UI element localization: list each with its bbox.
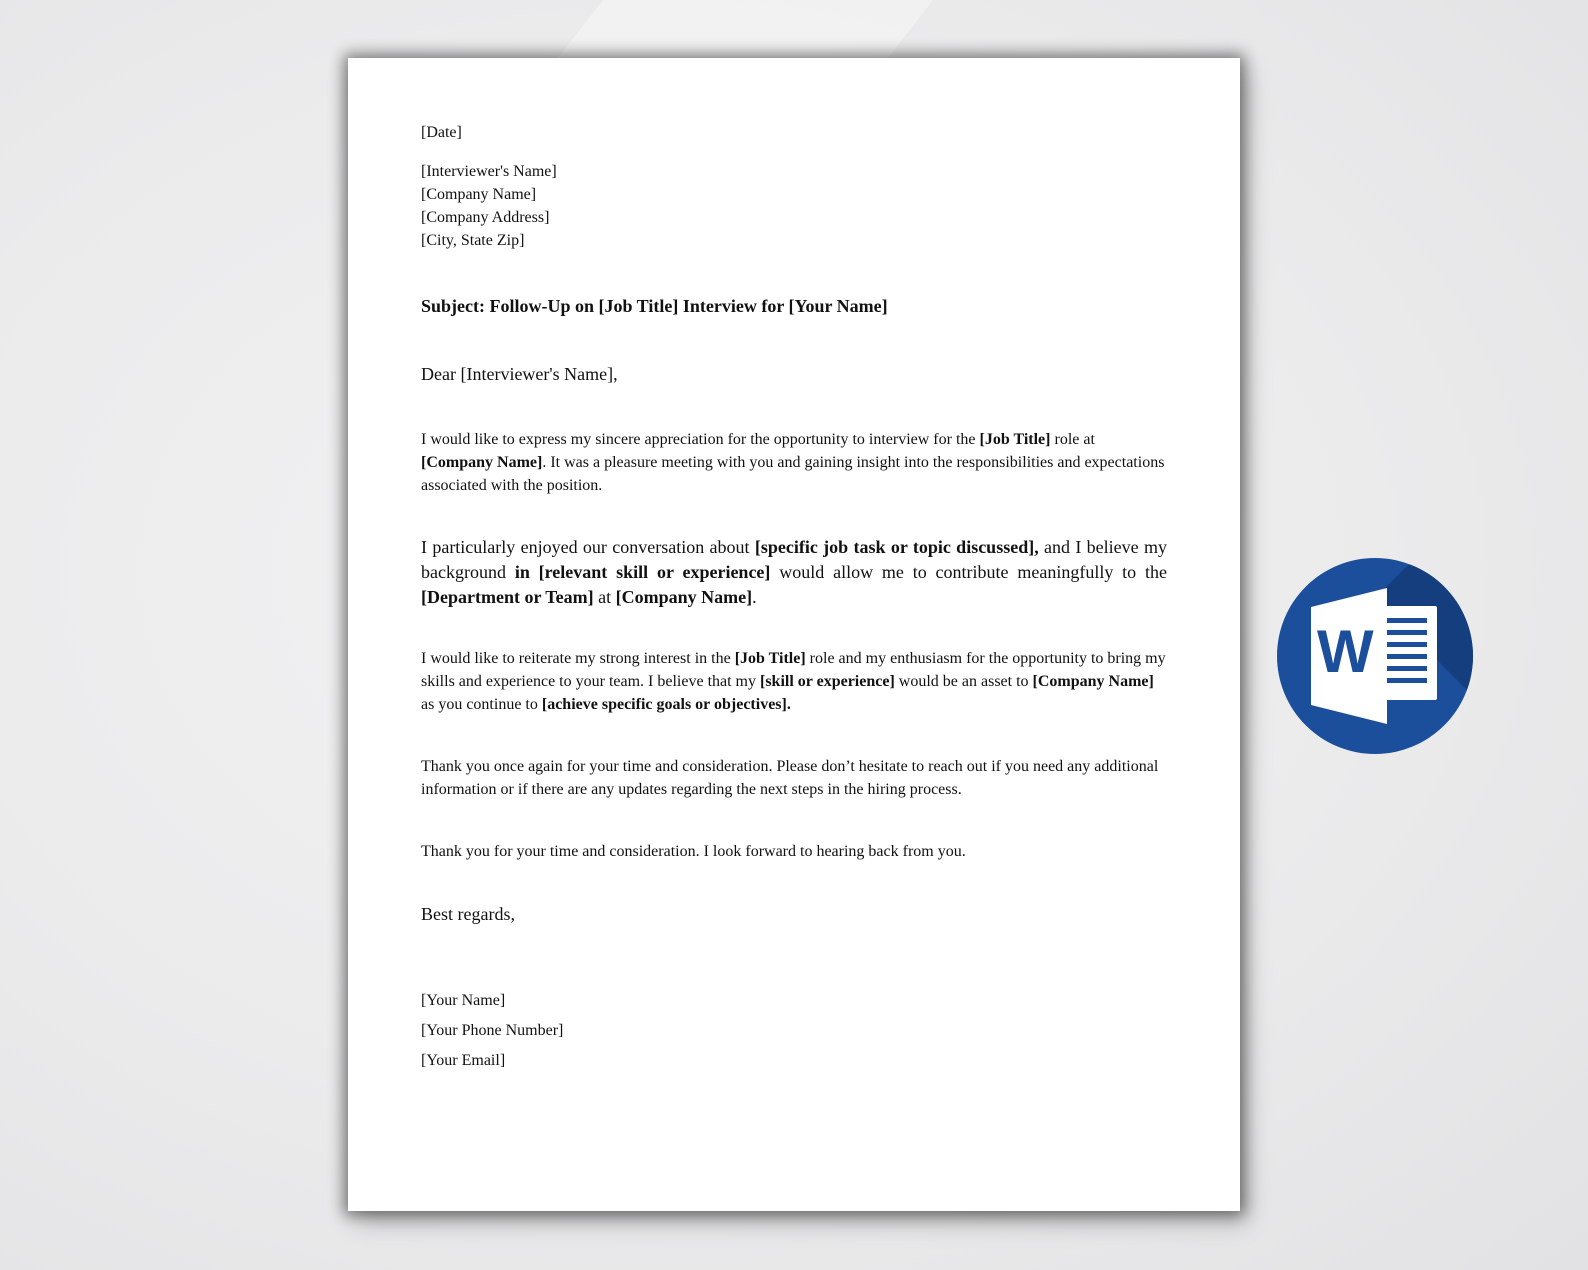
signature-phone: [Your Phone Number] bbox=[421, 1022, 564, 1039]
salutation: Dear [Interviewer's Name], bbox=[421, 364, 618, 384]
p1-text-e: . It was a pleasure meeting with you and gaining insight into the responsibilities and expectations associated with the position. bbox=[421, 454, 1165, 494]
word-icon-line bbox=[1381, 654, 1427, 659]
signature-name: [Your Name] bbox=[421, 992, 506, 1009]
p3-company-name: [Company Name] bbox=[1032, 673, 1154, 690]
paragraph-2 bbox=[421, 535, 1167, 610]
recipient-company: [Company Name] bbox=[421, 186, 537, 203]
p2-text-i: . bbox=[752, 587, 757, 607]
word-icon-letter: W bbox=[1317, 618, 1374, 685]
p2-text-a: I particularly enjoyed our conversation about bbox=[421, 537, 755, 557]
paragraph-4: Thank you once again for your time and consideration. Please don’t hesitate to reach out if you need any additional information or if there are any updates regarding the next steps in the hiring process. bbox=[421, 758, 1159, 798]
signature-email: [Your Email] bbox=[421, 1052, 506, 1069]
p2-text-c: and I believe my background bbox=[421, 537, 1167, 582]
word-icon-line bbox=[1381, 666, 1427, 671]
paragraph-5: Thank you for your time and consideration. I look forward to hearing back from you. bbox=[421, 843, 966, 860]
p2-department: [Department or Team] bbox=[421, 587, 594, 607]
p3-goals: [achieve specific goals or objectives]. bbox=[541, 696, 791, 713]
p3-job-title: [Job Title] bbox=[734, 650, 806, 667]
word-icon-line bbox=[1381, 678, 1427, 683]
word-icon-line bbox=[1381, 642, 1427, 647]
p2-company-name: [Company Name] bbox=[615, 587, 753, 607]
recipient-city: [City, State Zip] bbox=[421, 232, 525, 249]
p1-text-a: I would like to express my sincere appreciation for the opportunity to interview for the bbox=[421, 431, 980, 448]
p2-text-e: would allow me to contribute meaningfully to the bbox=[770, 562, 1167, 582]
p2-skill: in [relevant skill or experience] bbox=[514, 562, 771, 582]
word-icon-line bbox=[1381, 630, 1427, 635]
p3-text-a: I would like to reiterate my strong interest in the bbox=[421, 650, 735, 667]
p3-text-g: as you continue to bbox=[421, 696, 542, 713]
date-line: [Date] bbox=[421, 124, 462, 141]
p3-text-e: would be an asset to bbox=[894, 673, 1033, 690]
recipient-name: [Interviewer's Name] bbox=[421, 163, 557, 180]
p2-topic: [specific job task or topic discussed], bbox=[754, 537, 1039, 557]
word-icon bbox=[1277, 558, 1473, 754]
subject-line: Subject: Follow-Up on [Job Title] Interview for [Your Name] bbox=[421, 296, 888, 316]
p2-text-g: at bbox=[593, 587, 616, 607]
p1-text-c: role at bbox=[1050, 431, 1095, 448]
letter-page bbox=[348, 58, 1240, 1211]
closing: Best regards, bbox=[421, 904, 515, 924]
p3-skill: [skill or experience] bbox=[760, 673, 895, 690]
paragraph-3 bbox=[421, 647, 1167, 716]
word-icon-line bbox=[1381, 618, 1427, 623]
recipient-address: [Company Address] bbox=[421, 209, 550, 226]
p1-job-title: [Job Title] bbox=[979, 431, 1051, 448]
paragraph-1 bbox=[421, 428, 1167, 497]
p3-text-c: role and my enthusiasm for the opportunity to bring my skills and experience to your team. I believe that my bbox=[421, 650, 1166, 690]
p1-company-name: [Company Name] bbox=[421, 454, 543, 471]
